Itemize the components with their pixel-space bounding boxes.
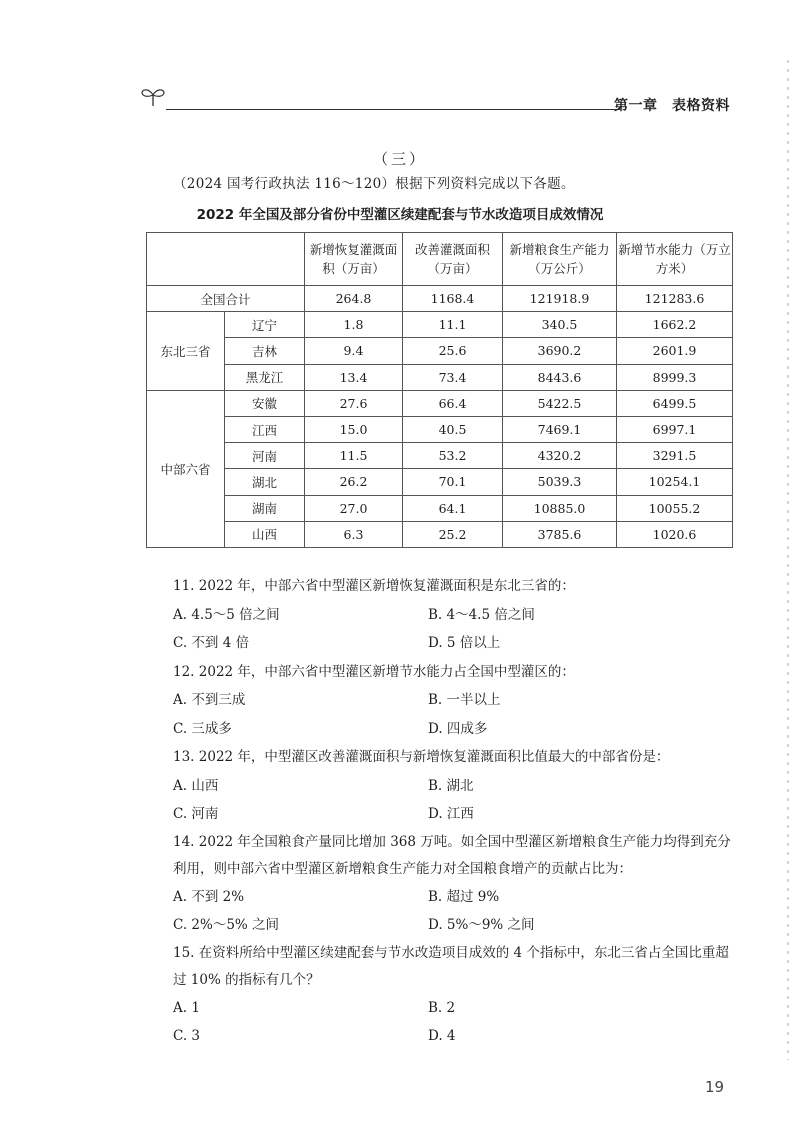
row-label: 全国合计 — [147, 286, 305, 312]
question-block — [173, 829, 733, 940]
cell-value: 1168.4 — [403, 286, 503, 312]
cell-value: 13.4 — [305, 364, 403, 390]
cell-value: 8443.6 — [503, 364, 617, 390]
cell-value: 264.8 — [305, 286, 403, 312]
cell-value: 70.1 — [403, 469, 503, 495]
question-block — [173, 743, 733, 829]
option-group — [173, 994, 733, 1051]
scan-edge-artifact — [787, 60, 789, 1060]
option-group — [173, 601, 733, 658]
question-stem: 12. 2022 年，中部六省中型灌区新增节水能力占全国中型灌区的： — [173, 663, 575, 680]
data-table — [146, 232, 733, 548]
option-group — [173, 883, 733, 940]
table-row — [147, 312, 733, 338]
table-row — [147, 416, 733, 442]
page-header — [140, 82, 730, 122]
column-header: 新增粮食生产能力（万公斤） — [503, 233, 617, 286]
province-label: 湖北 — [225, 469, 305, 495]
province-label: 江西 — [225, 416, 305, 442]
province-label: 辽宁 — [225, 312, 305, 338]
chapter-title: 第一章 表格资料 — [614, 98, 730, 114]
cell-value: 53.2 — [403, 443, 503, 469]
option-a: A. 不到三成 — [173, 692, 246, 708]
group-label: 东北三省 — [147, 312, 225, 391]
intro-text: （2024 国考行政执法 116～120）根据下列资料完成以下各题。 — [173, 176, 575, 192]
cell-value: 40.5 — [403, 416, 503, 442]
question-block — [173, 658, 733, 744]
table-row — [147, 364, 733, 390]
cell-value: 3785.6 — [503, 521, 617, 547]
question-block — [173, 940, 733, 1051]
column-header: 新增节水能力（万立方米） — [617, 233, 733, 286]
option-a: A. 1 — [173, 999, 200, 1016]
cell-value: 64.1 — [403, 495, 503, 521]
header-rule — [166, 109, 620, 110]
table-row — [147, 469, 733, 495]
sprout-icon — [140, 84, 166, 108]
province-label: 河南 — [225, 443, 305, 469]
option-c: C. 三成多 — [173, 720, 232, 737]
cell-value: 6.3 — [305, 521, 403, 547]
cell-value: 11.1 — [403, 312, 503, 338]
question-stem: 11. 2022 年，中部六省中型灌区新增恢复灌溉面积是东北三省的： — [173, 578, 575, 594]
province-label: 山西 — [225, 521, 305, 547]
column-header: 新增恢复灌溉面积（万亩） — [305, 233, 403, 286]
option-a: A. 4.5～5 倍之间 — [173, 606, 280, 623]
option-a: A. 山西 — [173, 777, 219, 794]
option-a: A. 不到 2% — [173, 888, 245, 905]
cell-value: 7469.1 — [503, 416, 617, 442]
option-c: C. 2%～5% 之间 — [173, 917, 280, 933]
question-stem: 13. 2022 年，中型灌区改善灌溉面积与新增恢复灌溉面积比值最大的中部省份是： — [173, 749, 670, 765]
option-group — [173, 772, 733, 829]
cell-value: 3291.5 — [617, 443, 733, 469]
option-d: D. 5%～9% 之间 — [428, 917, 535, 933]
question-stem: 14. 2022 年全国粮食产量同比增加 368 万吨。如全国中型灌区新增粮食生产能力均得到充分利用，则中部六省中型灌区新增粮食生产能力对全国粮食增产的贡献占比为： — [173, 833, 731, 877]
cell-value: 340.5 — [503, 312, 617, 338]
option-c: C. 河南 — [173, 806, 219, 822]
cell-value: 66.4 — [403, 390, 503, 416]
table-row — [147, 338, 733, 364]
option-b: B. 2 — [428, 999, 456, 1016]
cell-value: 4320.2 — [503, 443, 617, 469]
question-stem: 15. 在资料所给中型灌区续建配套与节水改造项目成效的 4 个指标中，东北三省占全国比重超过 10% 的指标有几个？ — [173, 944, 729, 988]
question-list — [173, 572, 733, 1051]
cell-value: 25.2 — [403, 521, 503, 547]
option-d: D. 4 — [428, 1028, 456, 1044]
cell-value: 10055.2 — [617, 495, 733, 521]
province-label: 吉林 — [225, 338, 305, 364]
table-row — [147, 443, 733, 469]
cell-value: 11.5 — [305, 443, 403, 469]
group-label: 中部六省 — [147, 390, 225, 547]
cell-value: 10885.0 — [503, 495, 617, 521]
option-c: C. 不到 4 倍 — [173, 635, 250, 651]
province-label: 黑龙江 — [225, 364, 305, 390]
cell-value: 27.6 — [305, 390, 403, 416]
table-row — [147, 390, 733, 416]
cell-value: 25.6 — [403, 338, 503, 364]
option-c: C. 3 — [173, 1028, 201, 1044]
cell-value: 5422.5 — [503, 390, 617, 416]
cell-value: 1020.6 — [617, 521, 733, 547]
page-number: 19 — [705, 1078, 725, 1096]
section-title: （三） — [372, 150, 427, 168]
option-b: B. 4～4.5 倍之间 — [428, 606, 535, 623]
cell-value: 9.4 — [305, 338, 403, 364]
option-group — [173, 686, 733, 743]
cell-value: 15.0 — [305, 416, 403, 442]
column-header: 改善灌溉面积（万亩） — [403, 233, 503, 286]
cell-value: 121918.9 — [503, 286, 617, 312]
cell-value: 26.2 — [305, 469, 403, 495]
question-block — [173, 572, 733, 658]
province-label: 湖南 — [225, 495, 305, 521]
province-label: 安徽 — [225, 390, 305, 416]
table-row — [147, 521, 733, 547]
table-header-row — [147, 233, 733, 286]
option-b: B. 一半以上 — [428, 692, 501, 708]
cell-value: 6997.1 — [617, 416, 733, 442]
table-row-total — [147, 286, 733, 312]
option-d: D. 5 倍以上 — [428, 635, 501, 651]
cell-value: 1.8 — [305, 312, 403, 338]
cell-value: 10254.1 — [617, 469, 733, 495]
table-row — [147, 495, 733, 521]
cell-value: 3690.2 — [503, 338, 617, 364]
header-blank-cell — [147, 233, 305, 286]
option-b: B. 湖北 — [428, 777, 474, 794]
cell-value: 8999.3 — [617, 364, 733, 390]
table-title: 2022 年全国及部分省份中型灌区续建配套与节水改造项目成效情况 — [196, 207, 604, 223]
cell-value: 2601.9 — [617, 338, 733, 364]
cell-value: 6499.5 — [617, 390, 733, 416]
cell-value: 73.4 — [403, 364, 503, 390]
cell-value: 121283.6 — [617, 286, 733, 312]
option-b: B. 超过 9% — [428, 888, 500, 905]
cell-value: 27.0 — [305, 495, 403, 521]
option-d: D. 江西 — [428, 806, 474, 822]
option-d: D. 四成多 — [428, 720, 488, 737]
cell-value: 1662.2 — [617, 312, 733, 338]
cell-value: 5039.3 — [503, 469, 617, 495]
